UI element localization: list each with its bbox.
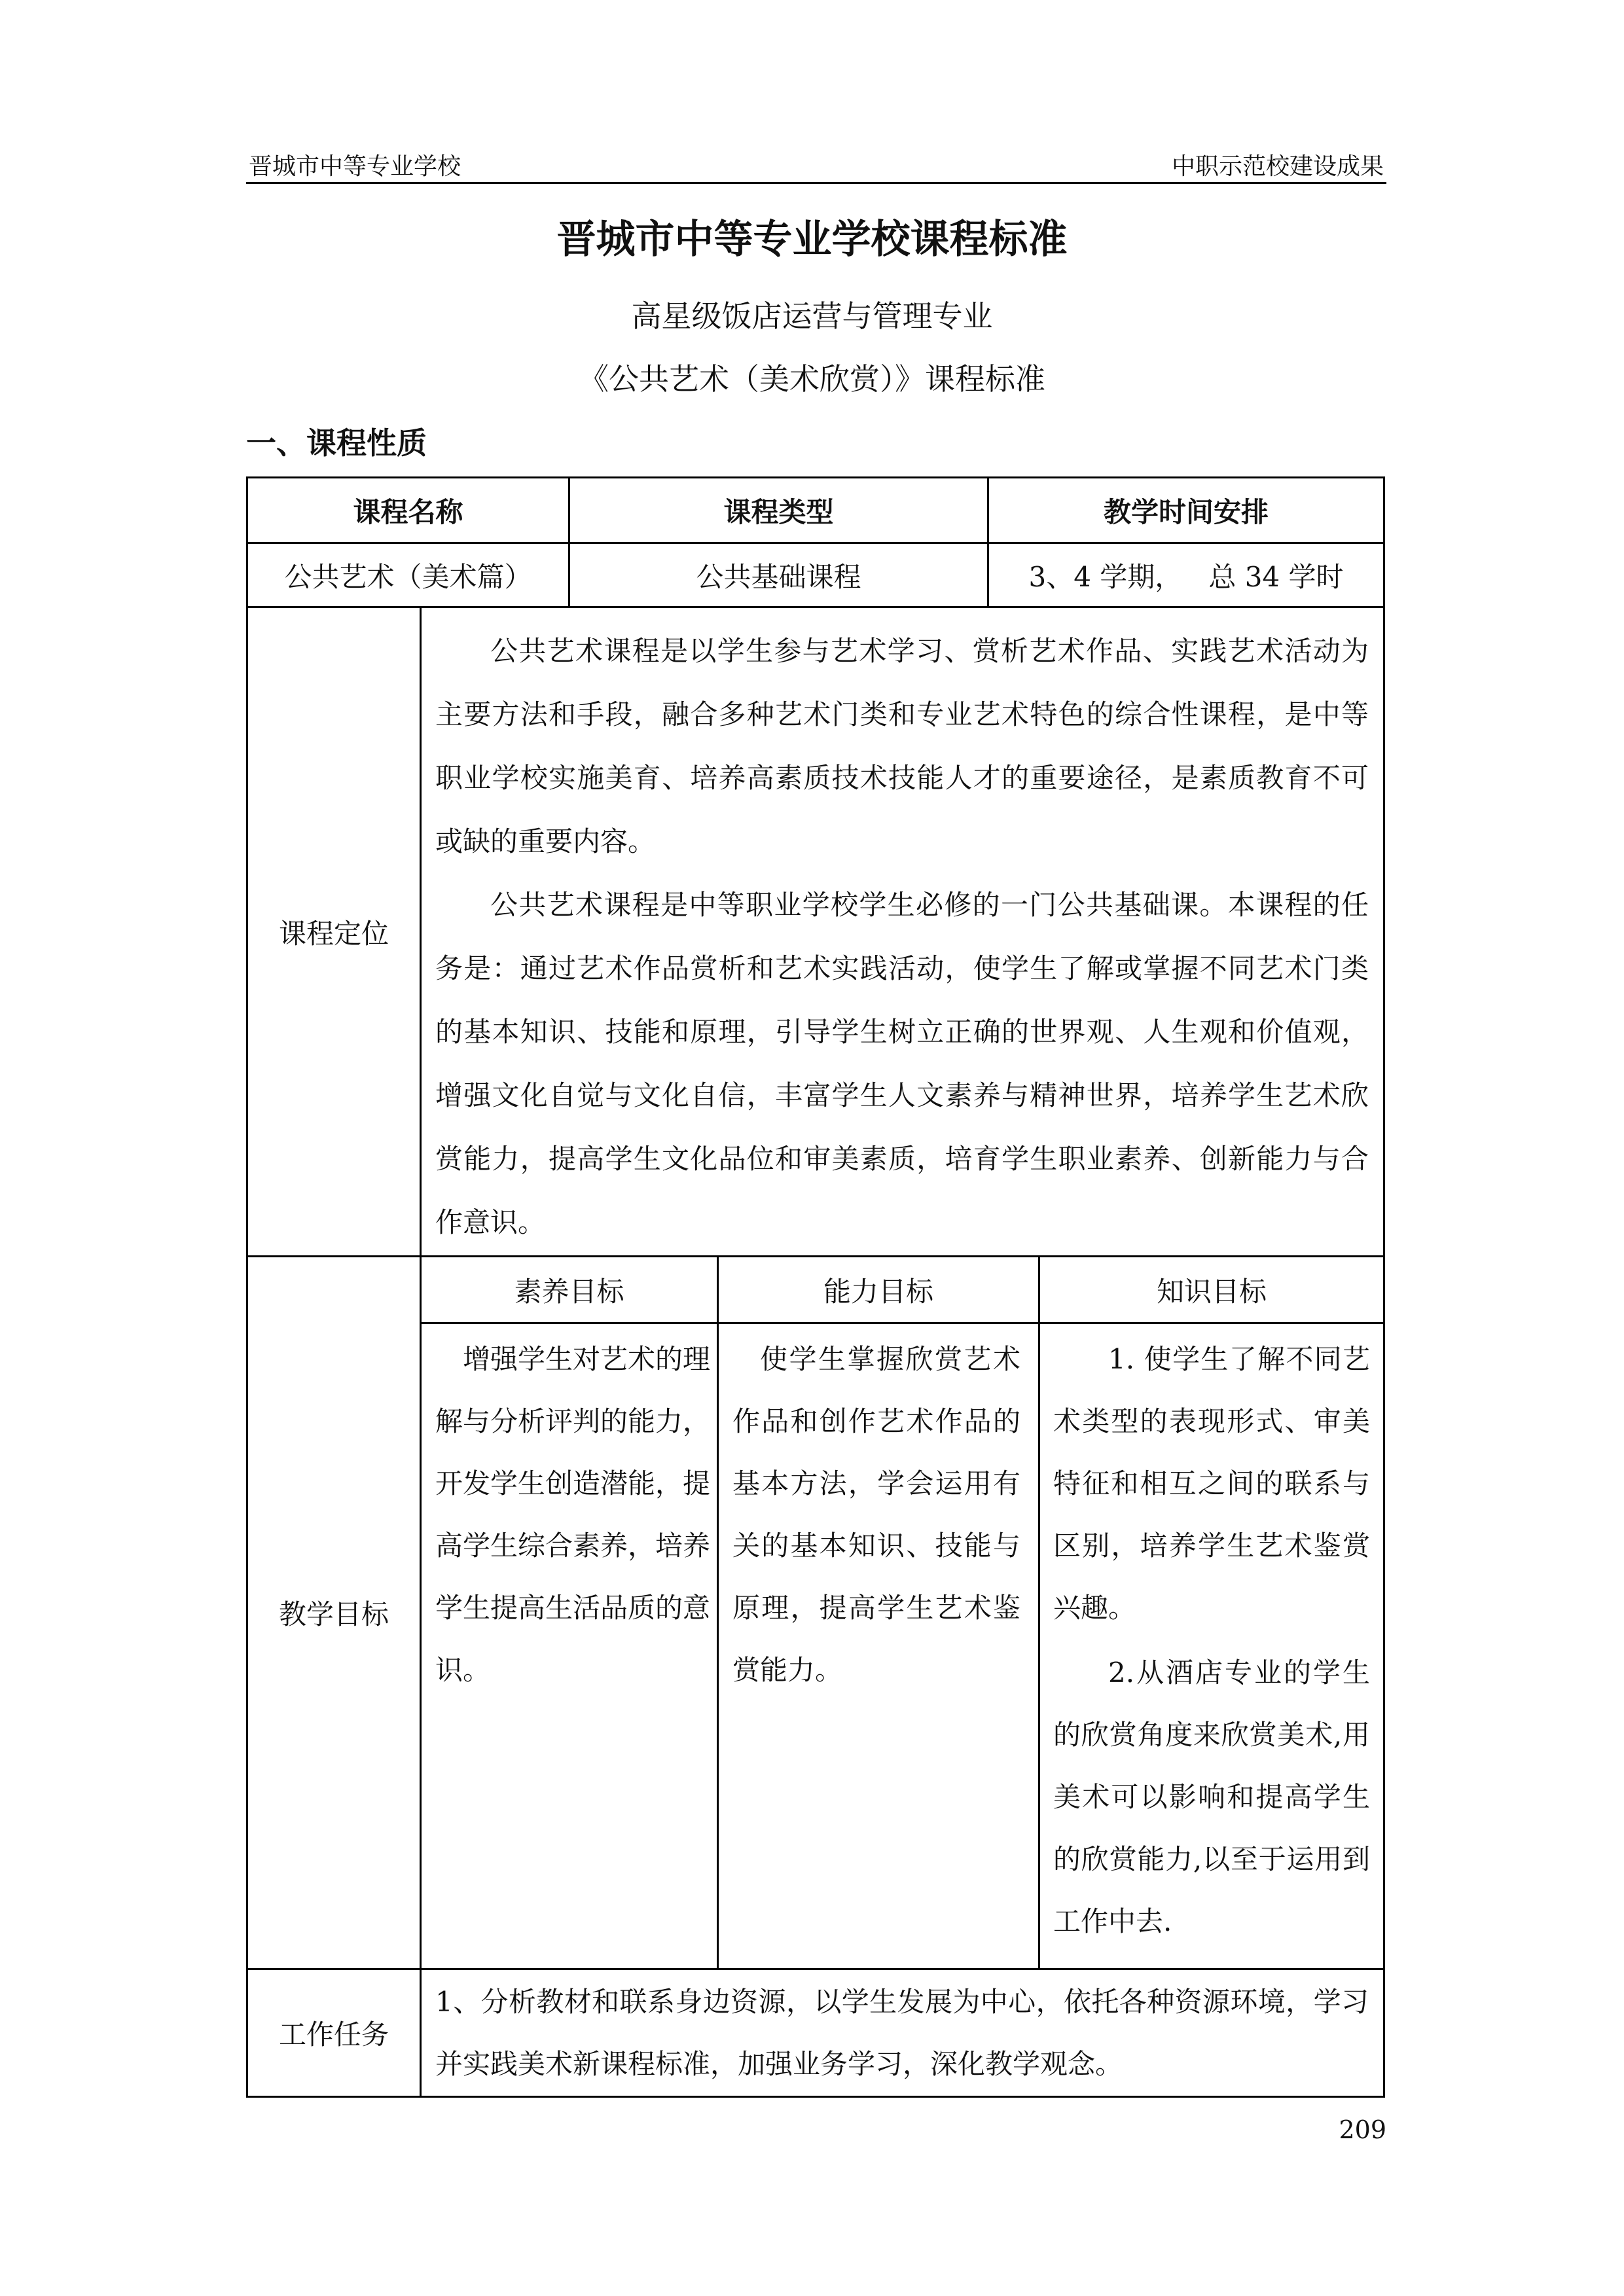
header-school-name: 晋城市中等专业学校 (249, 153, 461, 180)
table-rule (420, 1322, 1383, 1324)
objective-header-knowledge: 知识目标 (1156, 1275, 1267, 1308)
major-subtitle: 高星级饭店运营与管理专业 (631, 298, 993, 334)
knowledge-objective-1: 1. 使学生了解不同艺术类型的表现形式、审美特征和相互之间的联系与区别，培养学生艺术鉴赏兴趣。 (1053, 1343, 1370, 1624)
column-header-schedule: 教学时间安排 (1103, 495, 1269, 528)
table-rule (717, 1255, 719, 1968)
course-type-cell: 公共基础课程 (696, 560, 861, 593)
document-title: 晋城市中等专业学校课程标准 (556, 217, 1068, 262)
positioning-paragraph-1: 公共艺术课程是以学生参与艺术学习、赏析艺术作品、实践艺术活动为主要方法和手段，融合多种艺术门类和专业艺术特色的综合性课程，是中等职业学校实施美育、培养高素质技术技能人才的重要途径，是素质教育不可或缺的重要内容。 (435, 635, 1369, 857)
running-header (246, 143, 1386, 184)
section-heading: 一、课程性质 (246, 425, 427, 461)
objectives-label: 教学目标 (278, 1598, 389, 1630)
literacy-objective-text: 增强学生对艺术的理解与分析评判的能力，开发学生创造潜能，提高学生综合素养，培养学生提高生活品质的意识。 (435, 1343, 711, 1686)
course-name-cell: 公共艺术（美术篇） (284, 560, 532, 593)
column-header-course-name: 课程名称 (353, 495, 463, 528)
tasks-text: 1、分析教材和联系身边资源，以学生发展为中心，依托各种资源环境，学习并实践美术新课程标准，加强业务学习，深化教学观念。 (435, 1986, 1369, 2080)
tasks-label: 工作任务 (278, 2018, 389, 2051)
schedule-cell: 3、4 学期， 总 34 学时 (1028, 560, 1344, 593)
knowledge-objective-2: 2.从酒店专业的学生的欣赏角度来欣赏美术,用美术可以影响和提高学生的欣赏能力,以至于运用到工作中去. (1053, 1657, 1370, 1937)
course-subtitle: 《公共艺术（美术欣赏）》课程标准 (579, 361, 1045, 397)
positioning-paragraph-2: 公共艺术课程是中等职业学校学生必修的一门公共基础课。本课程的任务是：通过艺术作品赏析和艺术实践活动，使学生了解或掌握不同艺术门类的基本知识、技能和原理，引导学生树立正确的世界观、人生观和价值观，增强文化自觉与文化自信，丰富学生人文素养与精神世界，培养学生艺术欣赏能力，提高学生文化品位和审美素质，培育学生职业素养、创新能力与合作意识。 (435, 889, 1369, 1238)
column-header-course-type: 课程类型 (723, 495, 834, 528)
header-project-name: 中职示范校建设成果 (1171, 153, 1384, 180)
course-table (246, 476, 1385, 2098)
positioning-label: 课程定位 (278, 917, 389, 950)
table-rule (1038, 1255, 1040, 1968)
table-rule (420, 606, 422, 2096)
page-number: 209 (1339, 2115, 1386, 2144)
objective-header-literacy: 素养目标 (514, 1275, 624, 1308)
ability-objective-text: 使学生掌握欣赏艺术作品和创作艺术作品的基本方法，学会运用有关的基本知识、技能与原理，提高学生艺术鉴赏能力。 (732, 1343, 1020, 1686)
objective-header-ability: 能力目标 (823, 1275, 933, 1308)
